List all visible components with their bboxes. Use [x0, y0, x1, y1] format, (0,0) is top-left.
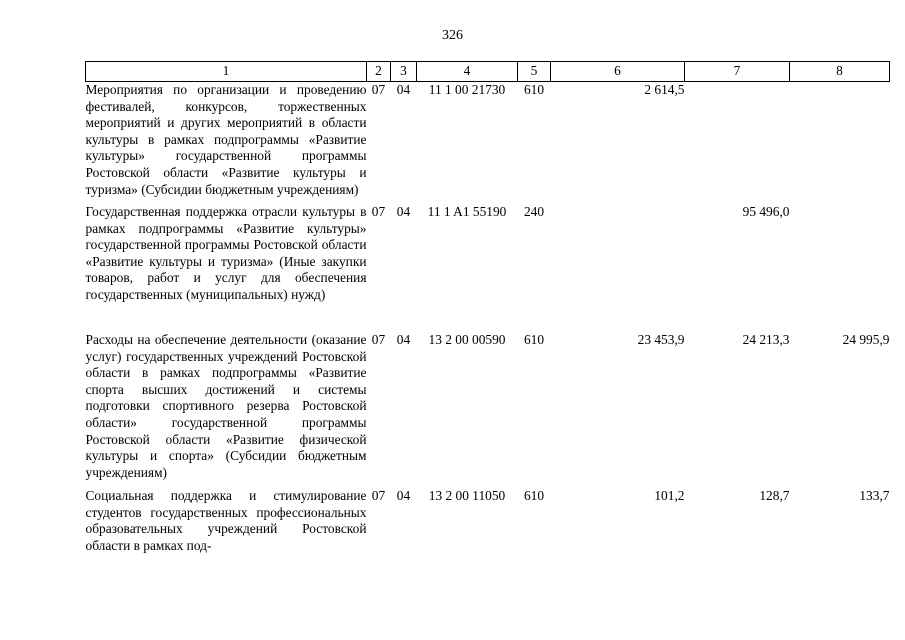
row-subsection: 04 [396, 82, 411, 97]
row-section: 07 [371, 488, 386, 503]
table-row [86, 204, 890, 332]
row-amount-3: 133,7 [859, 488, 890, 503]
table-row [86, 332, 890, 488]
row-amount-2 [685, 82, 790, 205]
table-row [86, 488, 890, 554]
row-amount-2: 128,7 [759, 488, 790, 503]
row-target-article: 13 2 00 11050 [428, 488, 506, 503]
column-header: 2 [367, 62, 391, 82]
row-expense-type: 610 [523, 488, 545, 503]
row-description: Мероприятия по организации и проведению фестивалей, конкурсов, торжественных мероприятий и других мероприятий в области культуры в рамках подпрограммы «Развитие культуры» государственной программы Ростовской области «Развитие культуры и туризма» (Субсидии бюджетным учреждениям) [85, 82, 367, 197]
row-subsection: 04 [396, 332, 411, 347]
row-expense-type: 240 [523, 204, 545, 219]
column-header: 1 [86, 62, 367, 82]
column-header: 3 [391, 62, 417, 82]
table-header-row [86, 62, 890, 82]
row-description: Социальная поддержка и стимулирование студентов государственных профессиональных образовательных учреждений Ростовской области в рамках под- [85, 488, 367, 553]
row-amount-3 [790, 82, 890, 205]
row-expense-type: 610 [523, 82, 545, 97]
row-amount-3 [790, 204, 890, 332]
column-header: 8 [790, 62, 890, 82]
row-amount-1: 2 614,5 [644, 82, 685, 97]
row-section: 07 [371, 204, 386, 219]
row-target-article: 13 2 00 00590 [428, 332, 506, 347]
row-amount-2: 95 496,0 [742, 204, 790, 219]
row-section: 07 [371, 82, 386, 97]
column-header: 4 [417, 62, 518, 82]
row-description: Государственная поддержка отрасли культуры в рамках подпрограммы «Развитие культуры» государственной программы Ростовской области «Развитие культуры и туризма» (Иные закупки товаров, работ и услуг для обеспечения государственных (муниципальных) нужд) [85, 204, 367, 302]
row-target-article: 11 1 A1 55190 [427, 204, 507, 219]
column-header: 7 [685, 62, 790, 82]
row-amount-1: 23 453,9 [637, 332, 685, 347]
page-number: 326 [442, 28, 463, 43]
table-row [86, 82, 890, 205]
row-amount-1 [551, 204, 685, 332]
row-subsection: 04 [396, 488, 411, 503]
row-description: Расходы на обеспечение деятельности (оказание услуг) государственных учреждений Ростовской области в рамках подпрограммы «Развитие спорта высших достижений и системы подготовки спортивного резерва Ростовской области» государственной программы Ростовской области «Развитие физической культуры и спорта» (Субсидии бюджетным учреждениям) [85, 332, 367, 480]
column-header: 5 [518, 62, 551, 82]
column-header: 6 [551, 62, 685, 82]
budget-table [85, 61, 890, 554]
row-section: 07 [371, 332, 386, 347]
row-amount-3: 24 995,9 [842, 332, 890, 347]
row-amount-2: 24 213,3 [742, 332, 790, 347]
row-amount-1: 101,2 [654, 488, 685, 503]
row-expense-type: 610 [523, 332, 545, 347]
row-subsection: 04 [396, 204, 411, 219]
row-target-article: 11 1 00 21730 [428, 82, 506, 97]
